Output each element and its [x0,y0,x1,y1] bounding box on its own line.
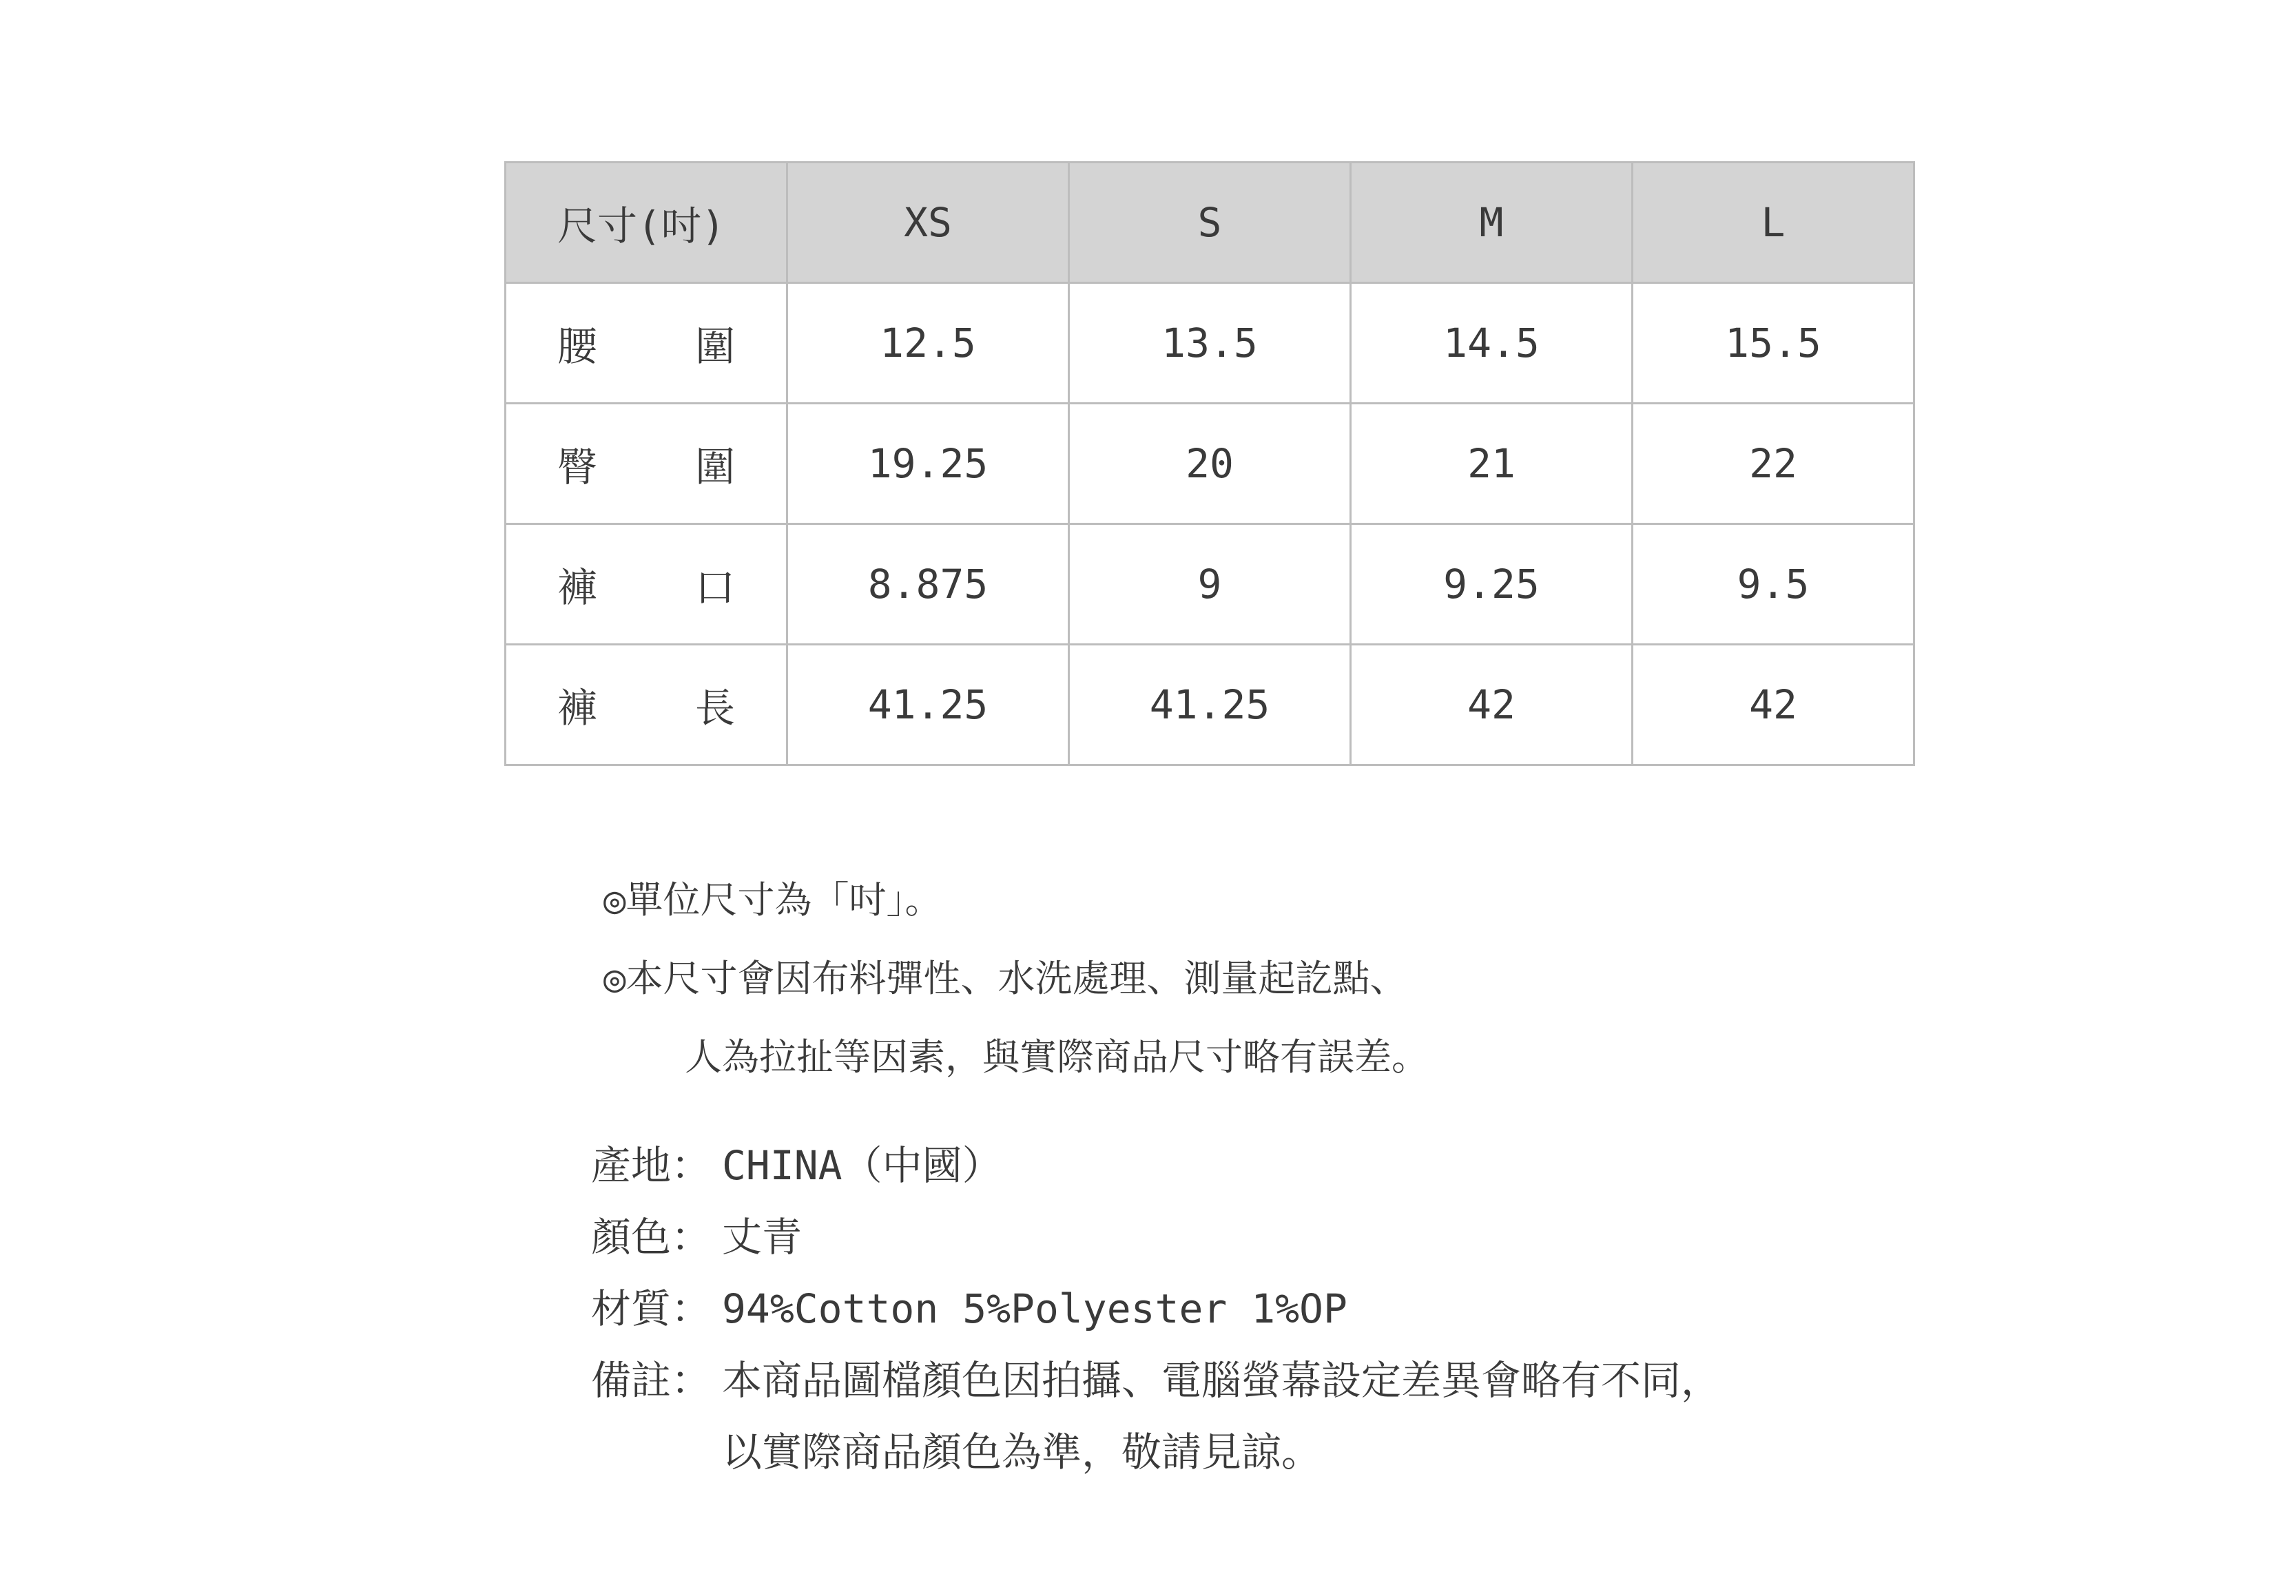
table-row-waist [506,283,1914,404]
spec-key: 材質： [591,1285,712,1332]
table-cell: 9 [1069,524,1351,645]
row-label-char: 褲 [557,685,598,732]
row-label-char: 口 [694,564,735,611]
product-specs [591,1130,1721,1488]
table-cell: 14.5 [1351,283,1633,404]
spec-key: 顏色： [591,1214,712,1261]
table-cell: 9.25 [1351,524,1633,645]
row-label [506,404,787,524]
table-cell: 22 [1633,404,1914,524]
row-label-char: 腰 [557,323,598,370]
row-label-char: 臀 [557,444,598,490]
row-label-char: 褲 [557,564,598,611]
table-cell: 9.5 [1633,524,1914,645]
spec-origin [591,1130,1721,1201]
row-label [506,645,787,765]
spec-material [591,1273,1721,1345]
table-cell: 8.875 [787,524,1069,645]
table-row-length [506,645,1914,765]
spec-value: 本商品圖檔顏色因拍攝、電腦螢幕設定差異會略有不同， [722,1357,1721,1404]
row-label [506,283,787,404]
table-cell: 41.25 [787,645,1069,765]
size-table [504,161,1915,766]
size-notes [603,861,1429,1097]
table-cell: 20 [1069,404,1351,524]
unit-note: ◎單位尺寸為「吋」。 [603,878,942,922]
spec-remark [591,1345,1721,1416]
spec-value: 94%Cotton 5%Polyester 1%OP [722,1285,1347,1332]
table-cell: 42 [1351,645,1633,765]
header-label: 尺寸(吋) [506,163,787,283]
table-cell: 41.25 [1069,645,1351,765]
table-row-hip [506,404,1914,524]
table-cell: 19.25 [787,404,1069,524]
table-header-row [506,163,1914,283]
header-size-xs: XS [787,163,1069,283]
spec-value: 以實際商品顏色為準，敬請見諒。 [722,1429,1322,1475]
row-label-char: 長 [694,685,735,732]
header-size-l: L [1633,163,1914,283]
spec-value: CHINA（中國） [722,1142,1002,1189]
row-label-char: 圍 [694,323,735,370]
row-label-char: 圍 [694,444,735,490]
error-note-line2: 人為拉扯等因素，與實際商品尺寸略有誤差。 [685,1035,1429,1079]
header-size-s: S [1069,163,1351,283]
header-size-m: M [1351,163,1633,283]
row-label [506,524,787,645]
error-note-line1: ◎本尺寸會因布料彈性、水洗處理、測量起訖點、 [603,957,1407,1000]
spec-remark-continued [591,1416,1721,1488]
spec-color [591,1201,1721,1273]
table-cell: 15.5 [1633,283,1914,404]
table-cell: 42 [1633,645,1914,765]
table-cell: 13.5 [1069,283,1351,404]
spec-value: 丈青 [722,1214,803,1261]
spec-key: 備註： [591,1357,712,1404]
table-cell: 12.5 [787,283,1069,404]
table-cell: 21 [1351,404,1633,524]
spec-key: 產地： [591,1142,712,1189]
table-row-leg-opening [506,524,1914,645]
